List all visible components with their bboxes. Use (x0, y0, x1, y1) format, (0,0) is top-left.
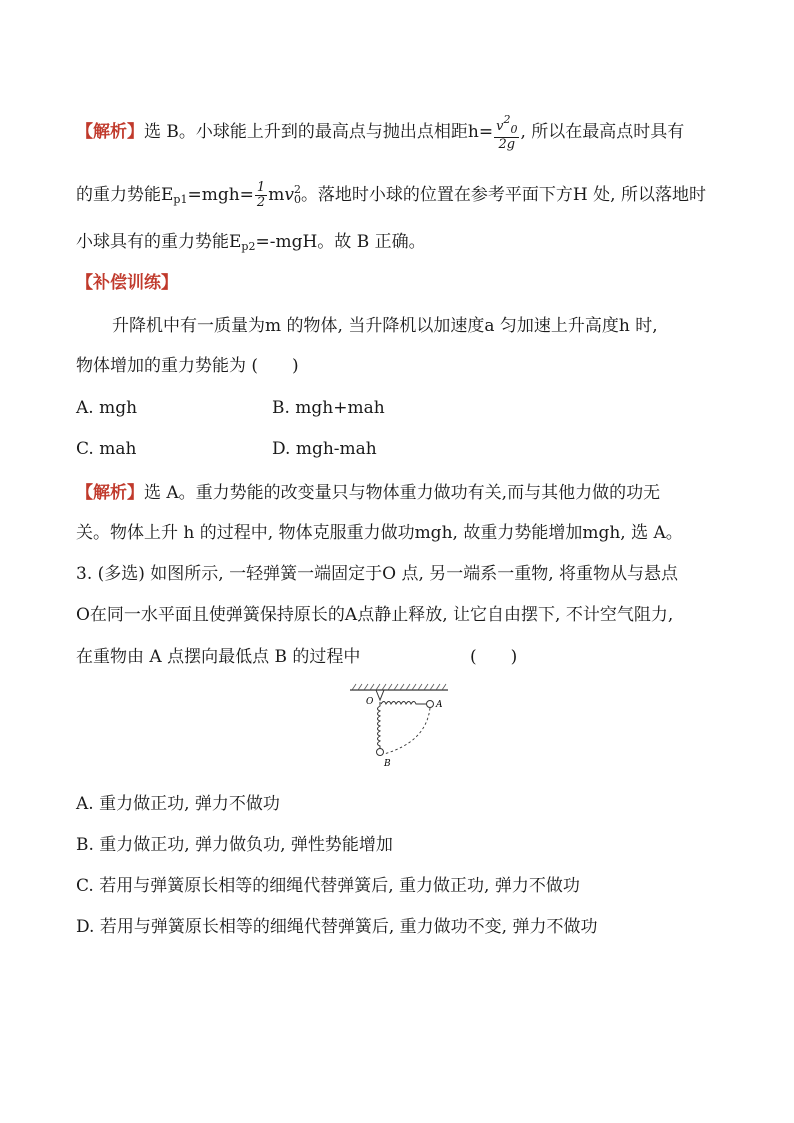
fraction-v0-squared-over-2g: $\frac{v^2_0}{2g}$ (496, 113, 518, 152)
analysis-tag: 【解析】 (76, 483, 144, 503)
question-2-line-1: 升降机中有一质量为m 的物体, 当升降机以加速度a 匀加速上升高度h 时, (112, 316, 658, 336)
fraction-one-half: $\frac{1}{2}$ (256, 180, 266, 210)
pivot-support (376, 690, 384, 700)
analysis-1-text-b: , 所以在最高点时具有 (520, 122, 685, 142)
swing-path (384, 708, 430, 754)
ceiling-hatching (352, 684, 446, 690)
question-3-line-2: O在同一水平面且使弹簧保持原长的A点静止释放, 让它自由摆下, 不计空气阻力, (76, 605, 674, 625)
question-3-line-1: 3. (多选) 如图所示, 一轻弹簧一端固定于O 点, 另一端系一重物, 将重物从与悬点 (76, 564, 679, 584)
question-3-line-3: 在重物由 A 点摆向最低点 B 的过程中 (76, 647, 361, 667)
analysis-1-text-a: 选 B。小球能上升到的最高点与抛出点相距h= (144, 122, 494, 142)
question-2-option-d: D. mgh-mah (272, 439, 377, 459)
label-a: A (436, 700, 443, 710)
label-b: B (384, 759, 391, 769)
vertical-spring (378, 702, 381, 748)
label-o: O (366, 697, 374, 707)
question-2-option-a: A. mgh (76, 398, 138, 418)
question-3-option-d: D. 若用与弹簧原长相等的细绳代替弹簧后, 重力做功不变, 弹力不做功 (76, 917, 598, 937)
question-3-option-c: C. 若用与弹簧原长相等的细绳代替弹簧后, 重力做正功, 弹力不做功 (76, 876, 580, 896)
question-2-line-2: 物体增加的重力势能为 ( ) (76, 356, 299, 376)
question-3-answer-bracket: ( ) (470, 647, 518, 667)
question-2-option-b: B. mgh+mah (272, 398, 385, 418)
horizontal-spring (381, 702, 426, 705)
analysis-1-line-1 (76, 113, 684, 152)
mass-at-a (427, 701, 434, 708)
analysis-2-line-2: 关。物体上升 h 的过程中, 物体克服重力做功mgh, 故重力势能增加mgh, 选 A。 (76, 523, 683, 543)
question-3-option-b: B. 重力做正功, 弹力做负功, 弹性势能增加 (76, 835, 393, 855)
question-3-option-a: A. 重力做正功, 弹力不做功 (76, 794, 280, 814)
analysis-1-line-3: 小球具有的重力势能$E_{p2}=$-mgH。故 B 正确。 (76, 232, 426, 253)
mass-at-b (377, 749, 384, 756)
analysis-2-line-1: 【解析】选 A。重力势能的改变量只与物体重力做功有关,而与其他力做的功无 (76, 483, 661, 503)
spring-pendulum-figure (348, 682, 452, 770)
analysis-tag: 【解析】 (76, 122, 144, 142)
question-2-option-c: C. mah (76, 439, 137, 459)
section-tag-compensation-training: 【补偿训练】 (76, 273, 178, 293)
analysis-1-line-2: 的重力势能$E_{p1}=mgh=$ $\frac{1}{2}$ $mv^2_0$。落地时小球的位置在参考平面下方H 处, 所以落地时 (76, 180, 706, 210)
